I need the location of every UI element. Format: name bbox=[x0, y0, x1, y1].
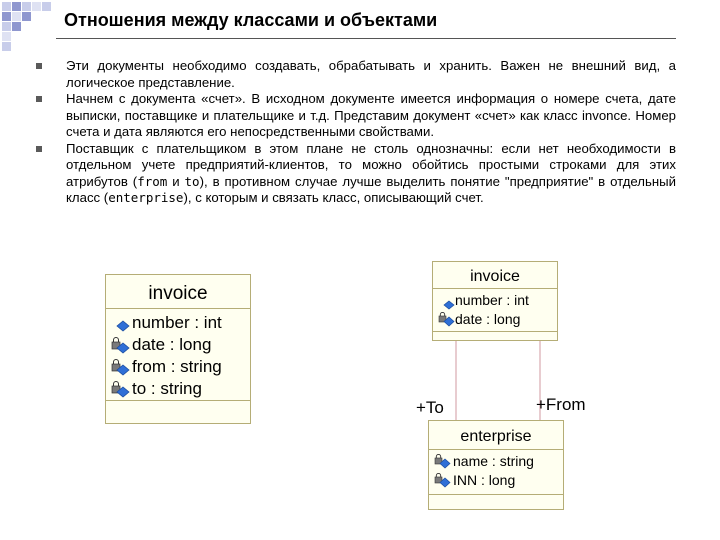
text-fragment: и bbox=[167, 173, 185, 189]
private-attribute-icon bbox=[438, 312, 456, 333]
attr-label: to : string bbox=[132, 379, 202, 398]
text-fragment: Поставщик с плательщиком в этом плане не столь однозначны: если нет необходимости в отдельном учете предприятий-клиентов, то можно обойтись простыми строками для этих атрибутов ( bbox=[66, 140, 676, 189]
uml-class-name: invoice bbox=[106, 275, 250, 309]
bullet-text: Эти документы необходимо создавать, обрабатывать и хранить. Важен не внешний вид, а логическое представление. bbox=[66, 58, 676, 90]
uml-class-enterprise bbox=[428, 420, 564, 510]
bullet-item bbox=[36, 141, 676, 207]
uml-attribute bbox=[433, 292, 557, 311]
attr-label: number : int bbox=[455, 292, 529, 308]
bullet-square-icon bbox=[36, 146, 42, 152]
decorative-squares bbox=[0, 0, 60, 52]
uml-attribute bbox=[433, 311, 557, 330]
attr-label: from : string bbox=[132, 357, 222, 376]
uml-attribute bbox=[106, 335, 250, 357]
attr-label: number : int bbox=[132, 313, 222, 332]
uml-attribute bbox=[106, 357, 250, 379]
uml-attribute bbox=[429, 472, 563, 491]
slide-title: Отношения между классами и объектами bbox=[64, 10, 438, 30]
uml-attribute bbox=[106, 379, 250, 401]
uml-attributes bbox=[106, 309, 250, 401]
attr-label: name : string bbox=[453, 453, 534, 469]
uml-attributes bbox=[433, 289, 557, 332]
text-fragment: ), с которым и связать класс, описывающий счет. bbox=[183, 190, 484, 205]
bullet-square-icon bbox=[36, 63, 42, 69]
uml-class-name: enterprise bbox=[429, 421, 563, 450]
bullet-item bbox=[36, 91, 676, 141]
role-label-from: +From bbox=[536, 395, 586, 414]
attr-label: date : long bbox=[132, 335, 212, 354]
attr-label: INN : long bbox=[453, 472, 516, 488]
bullet-text bbox=[66, 141, 676, 207]
role-label-to: +To bbox=[416, 398, 444, 417]
text-fragment: ), в противном случае лучше выделить понятие "предприятие" в отдельный класс ( bbox=[66, 173, 676, 205]
private-attribute-icon bbox=[434, 473, 452, 494]
uml-attribute bbox=[106, 313, 250, 335]
uml-class-name: invoice bbox=[433, 262, 557, 289]
uml-attribute bbox=[429, 453, 563, 472]
uml-class-invoice bbox=[432, 261, 558, 341]
bullet-text: Начнем с документа «счет». В исходном документе имеется информация о номере счета, дате выписки, поставщике и плательщике и т.д. Представим документ «счет» как класс invonce. Номер счета и дата являются его непосредственными свойствами. bbox=[66, 91, 676, 139]
code-to: to bbox=[184, 173, 200, 189]
code-enterprise: enterprise bbox=[108, 190, 184, 205]
uml-class-invoice-full bbox=[105, 274, 251, 424]
uml-attributes bbox=[429, 450, 563, 495]
private-attribute-icon bbox=[111, 381, 131, 404]
bullet-list bbox=[36, 58, 676, 207]
title-underline bbox=[56, 38, 676, 39]
code-from: from bbox=[137, 173, 168, 189]
attr-label: date : long bbox=[455, 311, 521, 327]
bullet-square-icon bbox=[36, 96, 42, 102]
bullet-item bbox=[36, 58, 676, 91]
